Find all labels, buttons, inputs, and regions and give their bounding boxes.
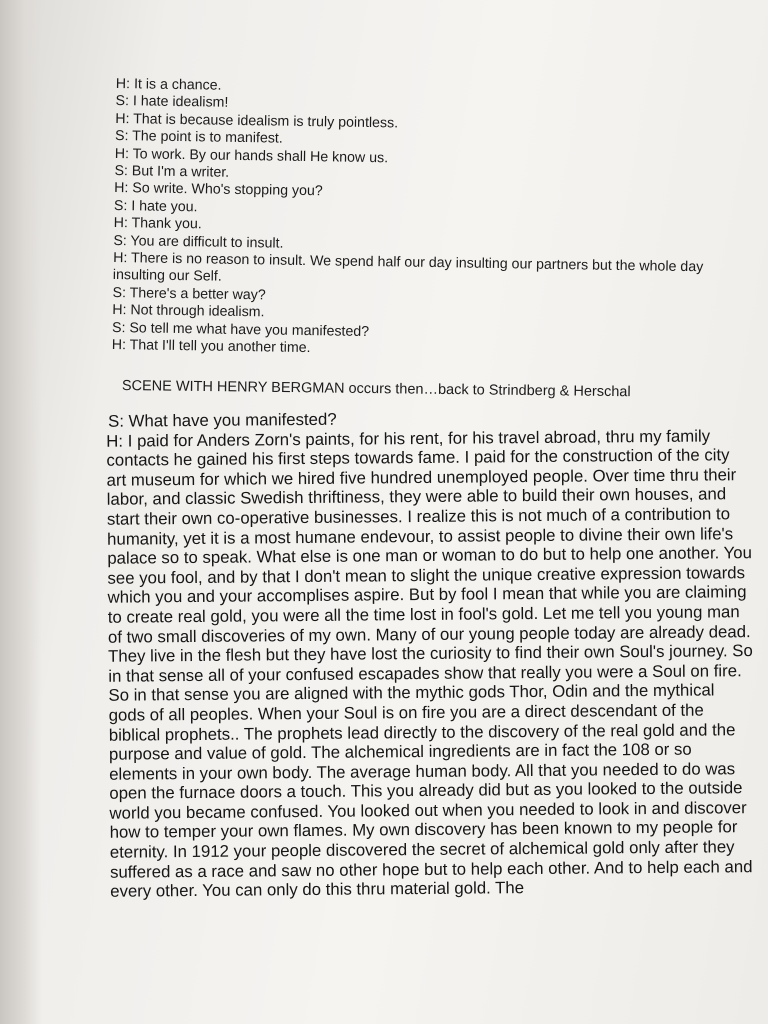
answer-paragraph: H: I paid for Anders Zorn's paints, for his rent, for his travel abroad, thru my family contacts he gained his first steps towards fame. I paid for the construction of the city art museum for which we hired five hundred unemployed people. Over time thru their labor, and classic Swedish thriftiness, they were able to build their own houses, and start their own co-operative businesses. I realize this is not much of a contribution to humanity, yet it is a most humane endevour, to assist people to divine their own life's palace so to speak. What else is one man or woman to do but to help one another. You see you fool, and by that I don't mean to slight the unique creative expression towards which you and your accomplises aspire. But by fool I mean that while you are claiming to create real gold, you were all the time lost in fool's gold. Let me tell you young man of two small discoveries of my own. Many of our young people today are already dead. They live in the flesh but they have lost the curiosity to find their own Soul's journey. So in that sense all of your confused escapades show that really you were a Soul on fire. So in that sense you are aligned with the mythic gods Thor, Odin and the mythical gods of all peoples. When your Soul is on fire you are a direct descendant of the biblical prophets.. The prophets lead directly to the discovery of the real gold and the purpose and value of gold. The alchemical ingredients are in fact the 108 or so elements in your own body. The average human body. All that you needed to do was open the furnace doors a touch. This you already did but as you looked to the outside world you became confused. You looked out when you needed to look in and discover how to temper your own flames. My own discovery has been known to my people for eternity. In 1912 your people discovered the secret of alchemical gold only after they suffered as a race and saw no other hope but to help each other. And to help each and every other. You can only do this thru material gold. The — [106, 426, 753, 901]
dialogue-line: H: That is because idealism is truly pointless. — [115, 110, 399, 132]
prose-block — [76, 406, 756, 902]
dialogue-line: H: To work. By our hands shall He know us. — [114, 145, 389, 166]
dialogue-block — [112, 76, 716, 364]
dialogue-line: H: It is a chance. — [115, 76, 222, 94]
dialogue-line: H: Thank you. — [113, 215, 202, 233]
dialogue-line: H: There is no reason to insult. We spend half our day insulting our partners but the whole day insulting our Self. — [112, 250, 704, 286]
dialogue-line: S: I hate you. — [113, 197, 198, 216]
dialogue-line: S: The point is to manifest. — [114, 128, 283, 147]
question-line: S: What have you manifested? — [107, 409, 337, 431]
scene-heading: SCENE WITH HENRY BERGMAN occurs then…back to Strindberg & Herschal — [121, 378, 631, 401]
dialogue-line: S: There's a better way? — [112, 284, 266, 304]
dialogue-line: H: So write. Who's stopping you? — [114, 180, 323, 200]
dialogue-line: S: I hate idealism! — [115, 93, 229, 112]
dialogue-line: S: You are difficult to insult. — [113, 232, 284, 252]
dialogue-line: H: That I'll tell you another time. — [111, 337, 311, 357]
dialogue-line: S: So tell me what have you manifested? — [111, 319, 370, 340]
dialogue-line: S: But I'm a writer. — [114, 163, 230, 181]
paper-fold-shadow — [0, 0, 42, 1024]
dialogue-line: H: Not through idealism. — [112, 302, 265, 321]
